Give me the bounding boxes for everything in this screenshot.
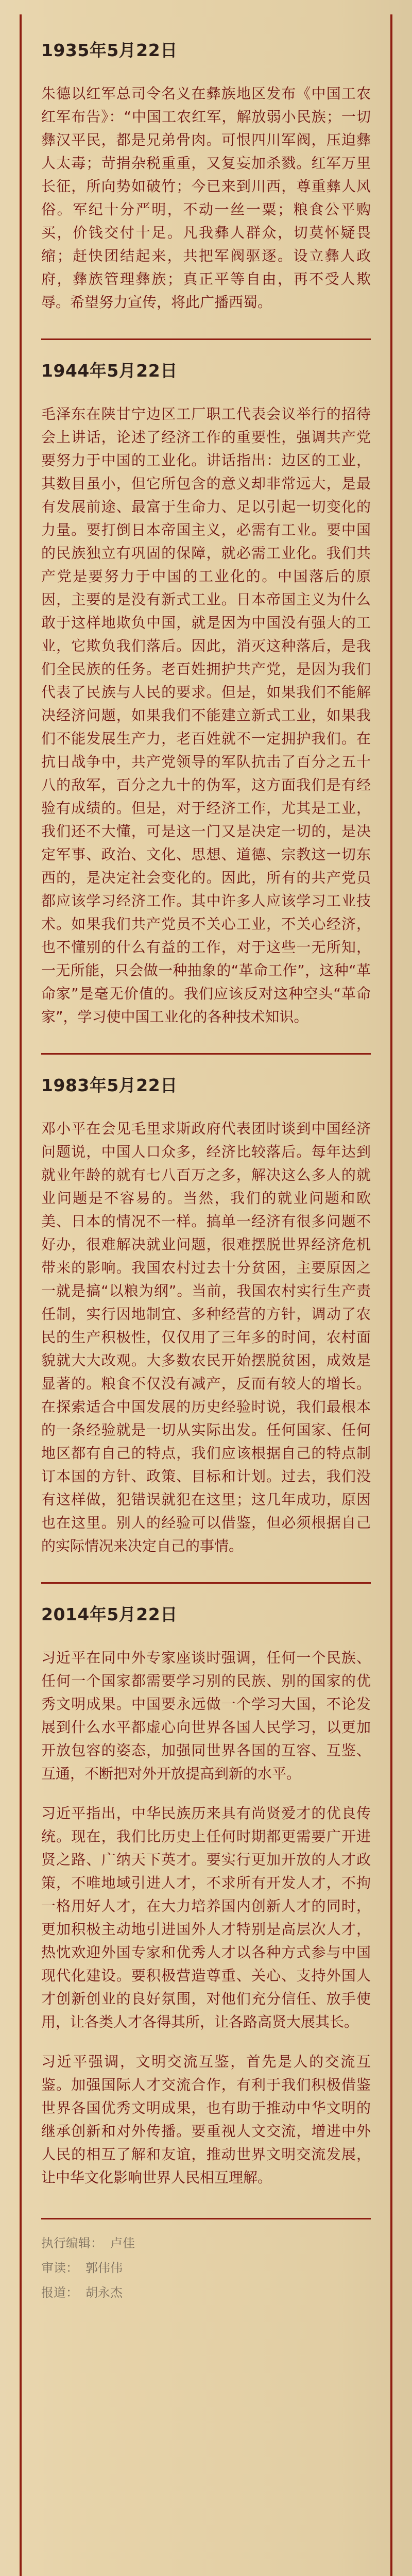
section-paragraph: 习近平在同中外专家座谈时强调，任何一个民族、任何一个国家都需要学习别的民族、别的国家的优秀文明成果。中国要永远做一个学习大国，不论发展到什么水平都虚心向世界各国人民学习，以更加开放包容的姿态，加强同世界各国的互容、互鉴、互通，不断把对外开放提高到新的水平。 — [41, 1649, 371, 1782]
reviewer-credit — [41, 2256, 371, 2280]
section-date: 2014年5月22日 — [41, 1604, 178, 1624]
reviewer-name: 郭伟伟 — [85, 2261, 123, 2275]
section-paragraph: 习近平强调，文明交流互鉴，首先是人的交流互鉴。加强国际人才交流合作，有利于我们积极借鉴世界各国优秀文明成果，也有助于推动中华文明的继承创新和对外传播。要重视人文交流，增进中外人民的相互了解和友谊，推动世界文明交流发展，让中华文化影响世界人民相互理解。 — [41, 2053, 371, 2186]
reporter-name: 胡永杰 — [85, 2285, 123, 2300]
section-1935 — [41, 20, 371, 338]
section-paragraph: 朱德以红军总司令名义在彝族地区发布《中国工农红军布告》：“中国工农红军，解放弱小民族；一切彝汉平民，都是兄弟骨肉。可恨四川军阀，压迫彝人太毒；苛捐杂税重重，又复妄加杀戮。红军万里长征，所向势如破竹；今已来到川西，尊重彝人风俗。军纪十分严明，不动一丝一粟；粮食公平购买，价钱交付十足。凡我彝人群众，切莫怀疑畏缩；赶快团结起来，共把军阀驱逐。设立彝人政府，彝族管理彝族；真正平等自由，再不受人欺辱。希望努力宣传，将此广播西蜀。 — [41, 85, 371, 311]
section-2014 — [41, 1582, 371, 2214]
content-column — [41, 20, 371, 2305]
left-red-border — [20, 14, 22, 2576]
section-1944 — [41, 338, 371, 1053]
reviewer-label: 审读： — [41, 2261, 78, 2275]
reporter-credit — [41, 2280, 371, 2305]
editor-credit — [41, 2231, 371, 2256]
section-paragraph: 毛泽东在陕甘宁边区工厂职工代表会议举行的招待会上讲话，论述了经济工作的重要性，强调共产党要努力于中国的工业化。讲话指出：边区的工业，其数目虽小，但它所包含的意义却非常远大，是最有发展前途、最富于生命力、足以引起一切变化的力量。要打倒日本帝国主义，必需有工业。要中国的民族独立有巩固的保障，就必需工业化。我们共产党是要努力于中国的工业化的。中国落后的原因，主要的是没有新式工业。日本帝国主义为什么敢于这样地欺负中国，就是因为中国没有强大的工业，它欺负我们落后。因此，消灭这种落后，是我们全民族的任务。老百姓拥护共产党，是因为我们代表了民族与人民的要求。但是，如果我们不能解决经济问题，如果我们不能建立新式工业，如果我们不能发展生产力，老百姓就不一定拥护我们。在抗日战争中，共产党领导的军队抗击了百分之五十八的敌军，百分之九十的伪军，这方面我们是有经验有成绩的。但是，对于经济工作，尤其是工业，我们还不大懂，可是这一门又是决定一切的，是决定军事、政治、文化、思想、道德、宗教这一切东西的，是决定社会变化的。因此，所有的共产党员都应该学习经济工作。其中许多人应该学习工业技术。如果我们共产党员不关心工业，不关心经济，也不懂别的什么有益的工作，对于这些一无所知，一无所能，只会做一种抽象的“革命工作”，这种“革命家”是毫无价值的。我们应该反对这种空头“革命家”，学习使中国工业化的各种技术知识。 — [41, 405, 371, 1025]
editor-label: 执行编辑： — [41, 2236, 103, 2250]
section-date: 1983年5月22日 — [41, 1075, 178, 1095]
right-red-border — [390, 14, 392, 2576]
section-paragraph: 邓小平在会见毛里求斯政府代表团时谈到中国经济问题说，中国人口众多，经济比较落后。每年达到就业年龄的就有七八百万之多，解决这么多人的就业问题是不容易的。当然，我们的就业问题和欧美、日本的情况不一样。搞单一经济有很多问题不好办，很难解决就业问题，很难摆脱世界经济危机带来的影响。我国农村过去十分贫困，主要原因之一就是搞“以粮为纲”。当前，我国农村实行生产责任制，实行因地制宜、多种经营的方针，调动了农民的生产积极性，仅仅用了三年多的时间，农村面貌就大大改观。大多数农民开始摆脱贫困，成效是显著的。粮食不仅没有减产，反而有较大的增长。在探索适合中国发展的历史经验时说，我们最根本的一条经验就是一切从实际出发。任何国家、任何地区都有自己的特点，我们应该根据自己的特点制订本国的方针、政策、目标和计划。过去，我们没有这样做，犯错误就犯在这里；这几年成功，原因也在这里。别人的经验可以借鉴，但必须根据自己的实际情况来决定自己的事情。 — [41, 1120, 371, 1554]
section-paragraph: 习近平指出，中华民族历来具有尚贤爱才的优良传统。现在，我们比历史上任何时期都更需要广开进贤之路、广纳天下英才。要实行更加开放的人才政策，不唯地域引进人才，不求所有开发人才，不拘一格用好人才，在大力培养国内创新人才的同时，更加积极主动地引进国外人才特别是高层次人才，热忱欢迎外国专家和优秀人才以各种方式参与中国现代化建设。要积极营造尊重、关心、支持外国人才创新创业的良好氛围，对他们充分信任、放手使用，让各类人才各得其所，让各路高贤大展其长。 — [41, 1805, 371, 2030]
article-credits — [41, 2218, 371, 2305]
section-1983 — [41, 1053, 371, 1582]
editor-name: 卢佳 — [110, 2236, 135, 2250]
reporter-label: 报道： — [41, 2285, 78, 2300]
section-date: 1935年5月22日 — [41, 40, 178, 60]
section-date: 1944年5月22日 — [41, 361, 178, 381]
